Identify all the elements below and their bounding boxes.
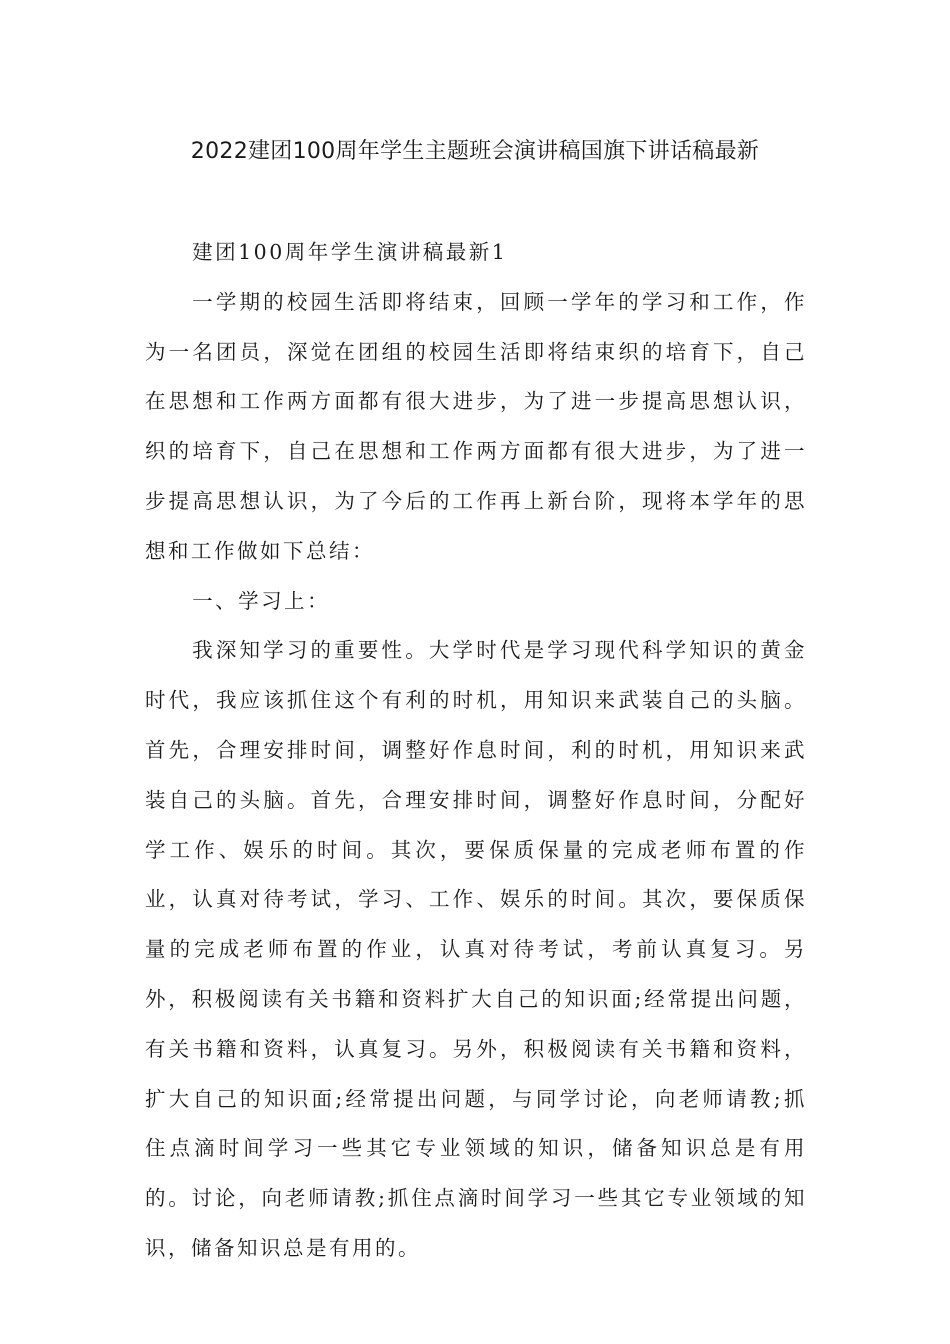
document-body <box>145 228 807 1274</box>
section-heading: 建团100周年学生演讲稿最新1 <box>192 240 508 264</box>
paragraph: 我深知学习的重要性。大学时代是学习现代科学知识的黄金时代，我应该抓住这个有利的时机，用知识来武装自己的头脑。首先，合理安排时间，调整好作息时间，利的时机，用知识来武装自己的头脑。首先，合理安排时间，调整好作息时间，分配好学工作、娱乐的时间。其次，要保质保量的完成老师布置的作业，认真对待考试，学习、工作、娱乐的时间。其次，要保质保量的完成老师布置的作业，认真对待考试，考前认真复习。另外，积极阅读有关书籍和资料扩大自己的知识面;经常提出问题，有关书籍和资料，认真复习。另外，积极阅读有关书籍和资料，扩大自己的知识面;经常提出问题，与同学讨论，向老师请教;抓住点滴时间学习一些其它专业领域的知识，储备知识总是有用的。讨论，向老师请教;抓住点滴时间学习一些其它专业领域的知识，储备知识总是有用的。 <box>145 638 807 1260</box>
paragraph: 一学期的校园生活即将结束，回顾一学年的学习和工作，作为一名团员，深觉在团组的校园生活即将结束织的培育下，自己在思想和工作两方面都有很大进步，为了进一步提高思想认识，织的培育下，自己在思想和工作两方面都有很大进步，为了进一步提高思想认识，为了今后的工作再上新台阶，现将本学年的思想和工作做如下总结： <box>145 289 807 563</box>
document-title: 2022建团100周年学生主题班会演讲稿国旗下讲话稿最新 <box>190 139 760 164</box>
subsection-heading: 一、学习上： <box>192 588 331 613</box>
